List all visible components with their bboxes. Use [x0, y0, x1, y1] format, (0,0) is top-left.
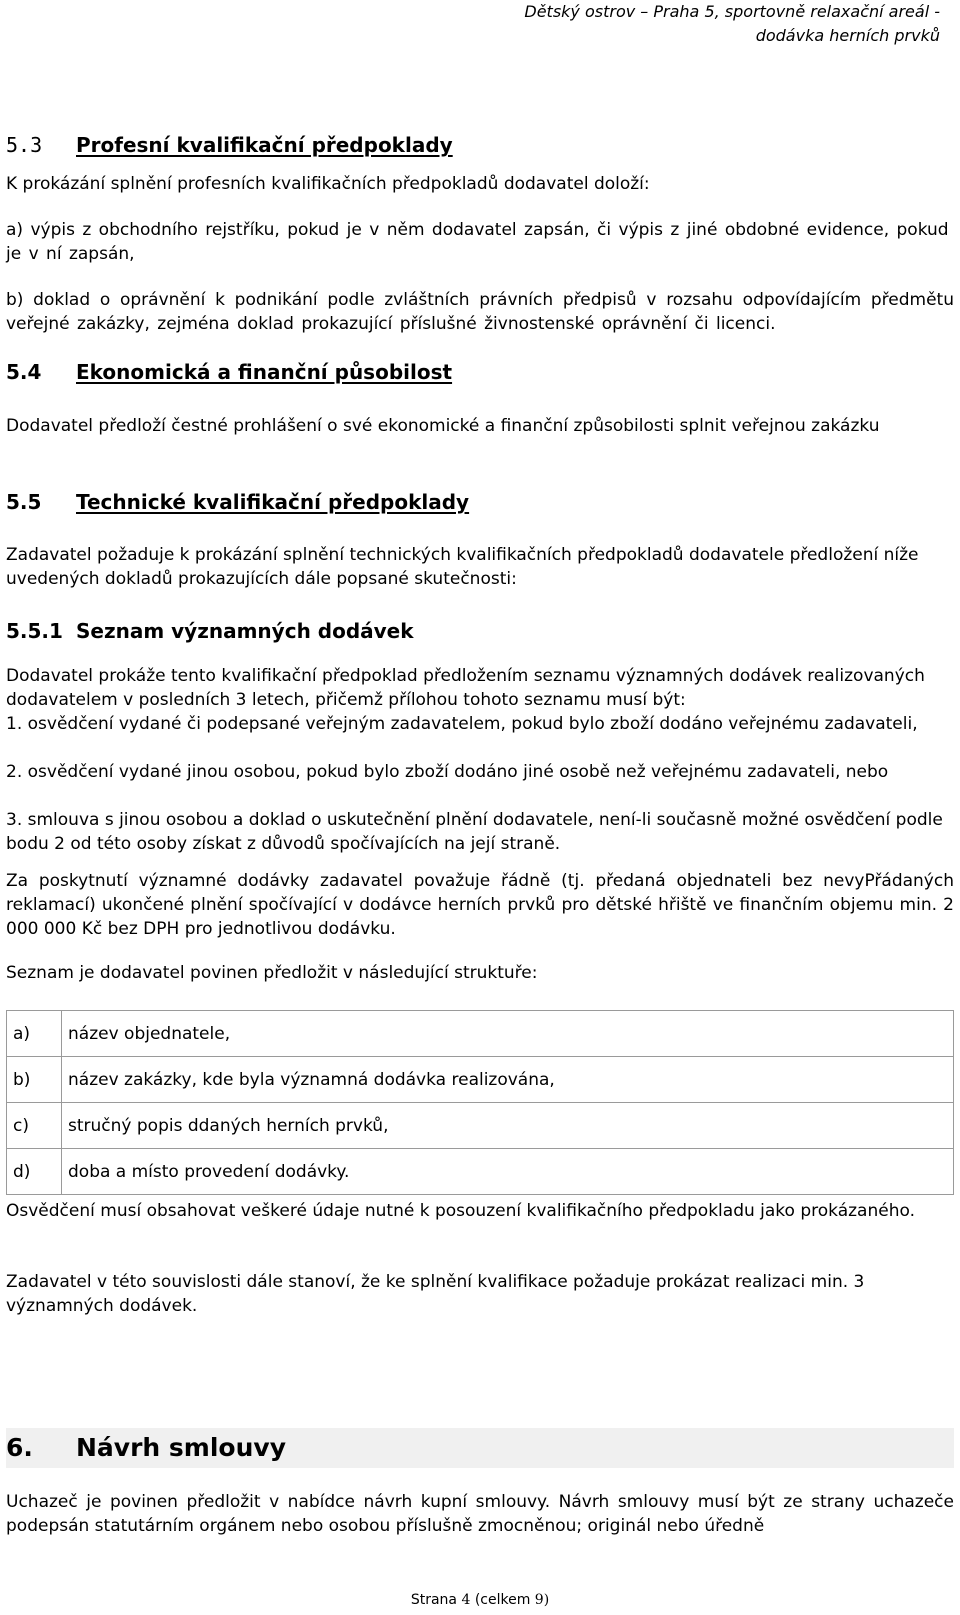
heading-5-5: [6, 490, 954, 514]
row-letter: b): [7, 1057, 62, 1103]
heading-number: 5.5.1: [6, 619, 63, 643]
row-letter: d): [7, 1149, 62, 1195]
s53-item-a: a) výpis z obchodního rejstříku, pokud je v něm dodavatel zapsán, či výpis z jiné obdobné evidence, pokud je v ní zapsán,: [6, 220, 949, 264]
s551-p6: Seznam je dodavatel povinen předložit v následující struktuře:: [6, 963, 538, 983]
s54-text: Dodavatel předloží čestné prohlášení o své ekonomické a finanční způsobilosti splnit veřejnou zakázku: [6, 416, 880, 436]
s551-p2: 1. osvědčení vydané či podepsané veřejným zadavatelem, pokud bylo zboží dodáno veřejnému zadavateli,: [6, 714, 918, 734]
s53-intro: K prokázání splnění profesních kvalifikačních předpokladů dodavatel doloží:: [6, 174, 650, 194]
table-row: [7, 1057, 954, 1103]
row-letter: a): [7, 1011, 62, 1057]
footer-page-number: 4: [461, 1592, 471, 1608]
s551-p7: Osvědčení musí obsahovat veškeré údaje nutné k posouzení kvalifikačního předpokladu jako prokázaného.: [6, 1201, 915, 1221]
heading-number: 5.4: [6, 360, 42, 384]
footer-total-label: (celkem: [474, 1592, 531, 1608]
heading-title: Technické kvalifikační předpoklady: [76, 490, 470, 514]
header-line-1: Dětský ostrov – Praha 5, sportovně relaxační areál -: [524, 2, 940, 21]
page-footer: [0, 1592, 960, 1608]
header-line-2: dodávka herních prvků: [755, 26, 940, 45]
row-text: doba a místo provedení dodávky.: [62, 1149, 954, 1195]
row-letter: c): [7, 1103, 62, 1149]
table-row: [7, 1149, 954, 1195]
footer-prefix: Strana: [410, 1592, 457, 1608]
table-row: [7, 1011, 954, 1057]
s551-p3: 2. osvědčení vydané jinou osobou, pokud bylo zboží dodáno jiné osobě než veřejnému zadavateli, nebo: [6, 762, 889, 782]
row-text: název zakázky, kde byla významná dodávka realizována,: [62, 1057, 954, 1103]
heading-title: Návrh smlouvy: [76, 1433, 286, 1462]
heading-5-5-1: [6, 619, 954, 643]
s551-p5: Za poskytnutí významné dodávky zadavatel považuje řádně (tj. předaná objednateli bez nevyPřádaných reklamací) ukončené plnění spočívající v dodávce herních prvků pro dětské hřiště ve finančním objemu min. 2 000 000 Kč bez DPH pro jednotlivou dodávku.: [6, 871, 954, 939]
heading-number: 5.3: [6, 133, 43, 157]
heading-title: Ekonomická a finanční působilost: [76, 360, 453, 384]
s551-p1: Dodavatel prokáže tento kvalifikační předpoklad předložením seznamu významných dodávek realizovaných dodavatelem v posledních 3 letech, přičemž přílohou tohoto seznamu musí být:: [6, 666, 925, 710]
heading-number: 6.: [6, 1433, 33, 1462]
heading-6: [6, 1428, 954, 1468]
heading-5-3: [6, 133, 954, 157]
heading-number: 5.5: [6, 490, 42, 514]
row-text: název objednatele,: [62, 1011, 954, 1057]
s6-text: Uchazeč je povinen předložit v nabídce návrh kupní smlouvy. Návrh smlouvy musí být ze strany uchazeče podepsán statutárním orgánem nebo osobou příslušně zmocněnou; originál nebo úředně: [6, 1492, 954, 1536]
heading-title: Seznam významných dodávek: [76, 619, 414, 643]
s551-p8: Zadavatel v této souvislosti dále stanoví, že ke splnění kvalifikace požaduje prokázat realizaci min. 3 významných dodávek.: [6, 1272, 865, 1316]
heading-title: Profesní kvalifikační předpoklady: [76, 133, 453, 157]
s55-text: Zadavatel požaduje k prokázání splnění technických kvalifikačních předpokladů dodavatele předložení níže uvedených dokladů prokazujících dále popsané skutečnosti:: [6, 545, 919, 589]
table-row: [7, 1103, 954, 1149]
s551-p4: 3. smlouva s jinou osobou a doklad o uskutečnění plnění dodavatele, není-li současně možné osvědčení podle bodu 2 od této osoby získat z důvodů spočívajících na její straně.: [6, 810, 943, 854]
page-header: [524, 0, 940, 48]
footer-total: 9): [534, 1592, 550, 1608]
requirements-table: [6, 1010, 954, 1195]
s53-item-b: b) doklad o oprávnění k podnikání podle zvláštních právních předpisů v rozsahu odpovídajícím předmětu veřejné zakázky, zejména doklad prokazující příslušné živnostenské oprávnění či licenci.: [6, 290, 954, 334]
row-text: stručný popis ddaných herních prvků,: [62, 1103, 954, 1149]
heading-5-4: [6, 360, 954, 384]
